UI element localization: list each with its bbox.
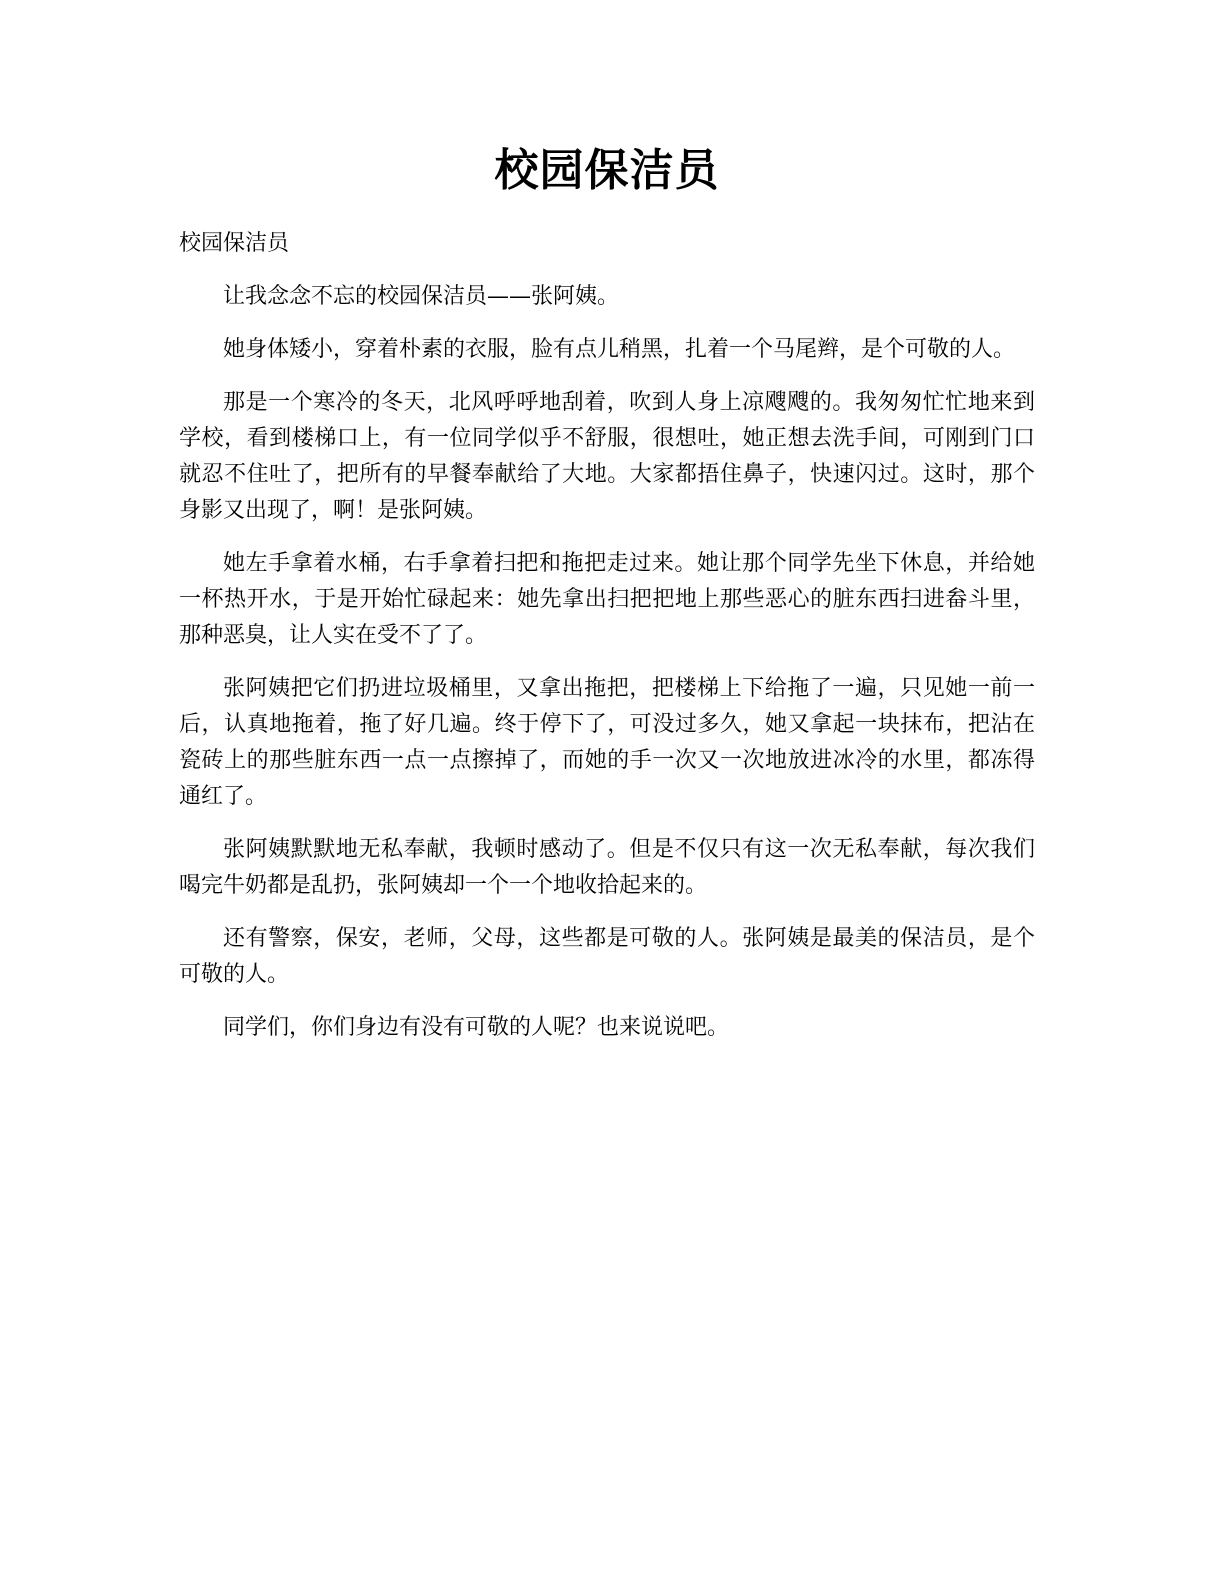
document-page bbox=[179, 138, 1035, 1063]
paragraph-5: 张阿姨把它们扔进垃圾桶里，又拿出拖把，把楼梯上下给拖了一遍，只见她一前一后，认真地拖着，拖了好几遍。终于停下了，可没过多久，她又拿起一块抹布，把沾在瓷砖上的那些脏东西一点一点擦掉了，而她的手一次又一次地放进冰冷的水里，都冻得通红了。 bbox=[179, 676, 1035, 809]
document-title: 校园保洁员 bbox=[494, 145, 720, 196]
document-subtitle: 校园保洁员 bbox=[179, 231, 290, 256]
paragraph-8: 同学们，你们身边有没有可敬的人呢？也来说说吧。 bbox=[223, 1015, 730, 1040]
paragraph-1: 让我念念不忘的校园保洁员——张阿姨。 bbox=[223, 284, 620, 309]
paragraph-6: 张阿姨默默地无私奉献，我顿时感动了。但是不仅只有这一次无私奉献，每次我们喝完牛奶都是乱扔，张阿姨却一个一个地收拾起来的。 bbox=[179, 837, 1035, 898]
paragraph-2: 她身体矮小，穿着朴素的衣服，脸有点儿稍黑，扎着一个马尾辫，是个可敬的人。 bbox=[223, 337, 1016, 362]
paragraph-7: 还有警察，保安，老师，父母，这些都是可敬的人。张阿姨是最美的保洁员，是个可敬的人。 bbox=[179, 926, 1035, 987]
paragraph-4: 她左手拿着水桶，右手拿着扫把和拖把走过来。她让那个同学先坐下休息，并给她一杯热开水，于是开始忙碌起来：她先拿出扫把把地上那些恶心的脏东西扫进畚斗里，那种恶臭，让人实在受不了了。 bbox=[179, 551, 1035, 648]
paragraph-3: 那是一个寒冷的冬天，北风呼呼地刮着，吹到人身上凉飕飕的。我匆匆忙忙地来到学校，看到楼梯口上，有一位同学似乎不舒服，很想吐，她正想去洗手间，可刚到门口就忍不住吐了，把所有的早餐奉献给了大地。大家都捂住鼻子，快速闪过。这时，那个身影又出现了，啊！是张阿姨。 bbox=[179, 390, 1035, 523]
